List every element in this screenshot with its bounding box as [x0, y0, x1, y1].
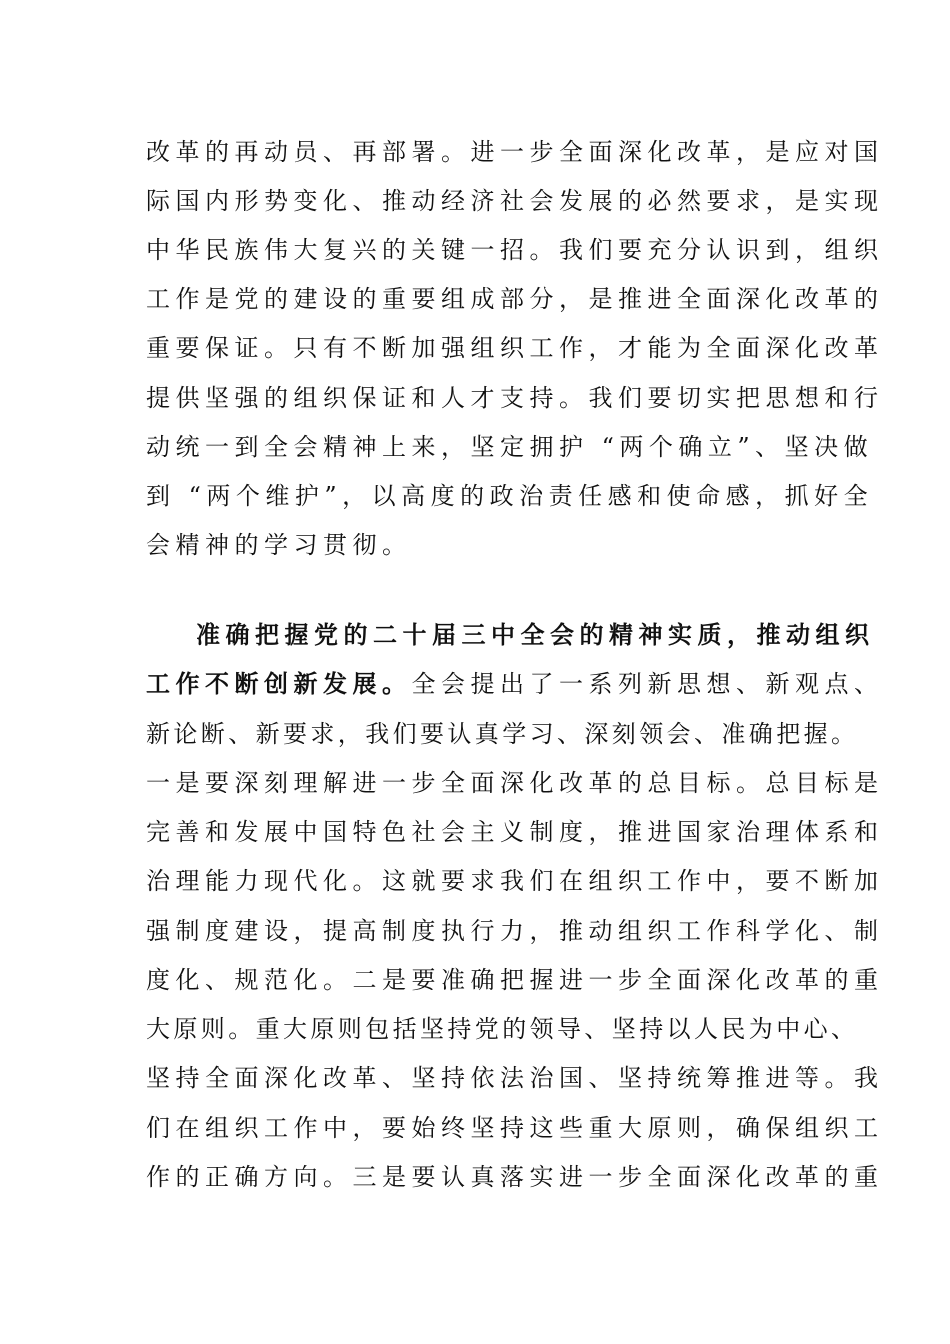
paragraph-2-line-3: 新论断、新要求，我们要认真学习、深刻领会、准确把握。 [146, 720, 859, 748]
paragraph-2-line-12: 作的正确方向。三是要认真落实进一步全面深化改革的重 [146, 1163, 884, 1191]
paragraph-2-line-5: 完善和发展中国特色社会主义制度，推进国家治理体系和 [146, 818, 884, 846]
paragraph-1-line-5: 重要保证。只有不断加强组织工作，才能为全面深化改革 [146, 334, 884, 362]
paragraph-1-line-3: 中华民族伟大复兴的关键一招。我们要充分认识到，组织 [146, 236, 884, 264]
paragraph-2-line-4: 一是要深刻理解进一步全面深化改革的总目标。总目标是 [146, 769, 884, 797]
paragraph-2-line-11: 们在组织工作中，要始终坚持这些重大原则，确保组织工 [146, 1114, 884, 1142]
paragraph-1-line-7: 动统一到全会精神上来，坚定拥护 “两个确立”、坚决做 [146, 433, 874, 461]
paragraph-2-heading-line-2: 工作不断创新发展。 [146, 670, 412, 698]
paragraph-1-line-8: 到 “两个维护”，以高度的政治责任感和使命感，抓好全 [146, 482, 874, 510]
paragraph-2-heading-line-1: 准确把握党的二十届三中全会的精神实质，推动组织 [196, 621, 875, 649]
paragraph-1-line-2: 际国内形势变化、推动经济社会发展的必然要求，是实现 [146, 187, 884, 215]
paragraph-2-line-6: 治理能力现代化。这就要求我们在组织工作中，要不断加 [146, 867, 884, 895]
paragraph-1-line-1: 改革的再动员、再部署。进一步全面深化改革，是应对国 [146, 138, 884, 166]
paragraph-2-line-2 [146, 669, 884, 699]
paragraph-2-line-7: 强制度建设，提高制度执行力，推动组织工作科学化、制 [146, 917, 884, 945]
paragraph-1-line-4: 工作是党的建设的重要组成部分，是推进全面深化改革的 [146, 285, 884, 313]
paragraph-2-line-2-rest: 全会提出了一系列新思想、新观点、 [411, 670, 884, 698]
paragraph-2-line-9: 大原则。重大原则包括坚持党的领导、坚持以人民为中心、 [146, 1015, 859, 1043]
paragraph-2-line-10: 坚持全面深化改革、坚持依法治国、坚持统筹推进等。我 [146, 1064, 884, 1092]
paragraph-2-line-8: 度化、规范化。二是要准确把握进一步全面深化改革的重 [146, 966, 884, 994]
paragraph-1-line-6: 提供坚强的组织保证和人才支持。我们要切实把思想和行 [146, 384, 884, 412]
paragraph-1-line-9: 会精神的学习贯彻。 [146, 531, 412, 559]
